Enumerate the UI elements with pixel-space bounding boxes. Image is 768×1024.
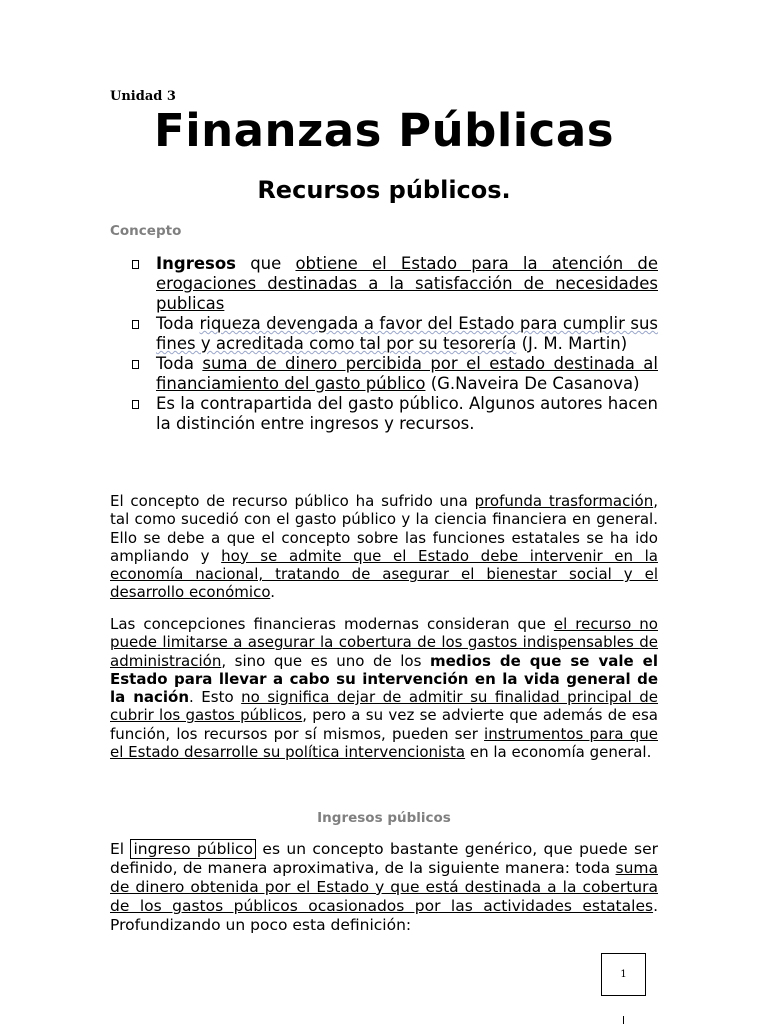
bullet-underlined: riqueza devengada a favor del Estado para cumplir sus fines y acreditada como tal por su tesorería [156, 314, 659, 353]
underlined-text: el recurso no puede limitarse a asegurar la cobertura de los gastos indispensables de administración [110, 615, 658, 670]
underlined-text: no significa dejar de admitir su finalidad principal de cubrir los gastos públicos [110, 688, 659, 725]
list-item [130, 314, 658, 354]
bullet-text: Toda [156, 314, 200, 333]
list-item [130, 254, 658, 314]
bullet-text-end: (J. M. Martin) [516, 334, 628, 353]
concepto-heading: Concepto [110, 223, 182, 239]
paragraph-text: Las concepciones financieras modernas consideran que [110, 615, 554, 633]
paragraph-text: . Esto [189, 688, 242, 707]
page-mark [623, 1016, 624, 1024]
bullet-underlined: obtiene el Estado para la atención de erogaciones destinadas a la satisfacción de necesidades publicas [156, 254, 658, 313]
underlined-text: suma de dinero obtenida por el Estado y que está destinada a la cobertura de los gastos públicos ocasionados por las actividades estatales [110, 859, 658, 915]
paragraph-text: , sino que es uno de los [221, 651, 430, 670]
list-item [130, 354, 658, 394]
underlined-text: instrumentos para que el Estado desarrolle su política intervencionista [110, 724, 658, 762]
paragraph-text: es un concepto bastante genérico, que puede ser definido, de manera aproximativa, de la siguiente manera: toda [110, 840, 658, 877]
bullet-text-end: (G.Naveira De Casanova) [425, 374, 640, 393]
paragraph-recurso-publico [110, 492, 658, 602]
boxed-term: ingreso público [130, 839, 256, 859]
bullet-text: Es la contrapartida del gasto público. Algunos autores hacen la distinción entre ingresos y recursos. [156, 394, 658, 433]
paragraph-text: El concepto de recurso público ha sufrido una [110, 492, 475, 510]
paragraph-ingreso-publico [110, 840, 658, 935]
paragraph-text: en la economía general. [465, 743, 652, 762]
concepto-bullet-list [130, 254, 658, 434]
page-subtitle: Recursos públicos. [257, 176, 511, 204]
bullet-text: Toda [156, 354, 203, 373]
ingresos-heading: Ingresos públicos [317, 810, 451, 826]
bullet-text: que [236, 254, 296, 273]
paragraph-concepciones-modernas [110, 615, 658, 761]
paragraph-text: . [270, 583, 276, 602]
page-number: 1 [620, 969, 627, 980]
bold-text: medios de que se vale el Estado para llevar a cabo su intervención en la vida general de la nación [110, 651, 658, 707]
bullet-bold: Ingresos [156, 254, 237, 273]
page-title: Finanzas Públicas [153, 104, 615, 157]
paragraph-text: El [110, 840, 131, 858]
paragraph-text: . Profundizando un poco esta definición: [110, 897, 658, 934]
underlined-text: hoy se admite que el Estado debe intervenir en la economía nacional, tratando de asegurar el bienestar social y el desarrollo económico [110, 546, 658, 602]
bullet-underlined: suma de dinero percibida por el estado destinada al financiamiento del gasto público [156, 354, 658, 393]
list-item [130, 394, 658, 434]
underlined-text: profunda trasformación [474, 492, 654, 510]
paragraph-text: , tal como sucedió con el gasto público y la ciencia financiera en general. Ello se debe a que el concepto sobre las funciones estatales se ha ido ampliando y [110, 492, 658, 565]
unit-label: Unidad 3 [110, 89, 176, 104]
page-number-box [601, 953, 646, 996]
paragraph-text: , pero a su vez se advierte que además de esa función, los recursos por sí mismos, pueden ser [110, 706, 658, 743]
